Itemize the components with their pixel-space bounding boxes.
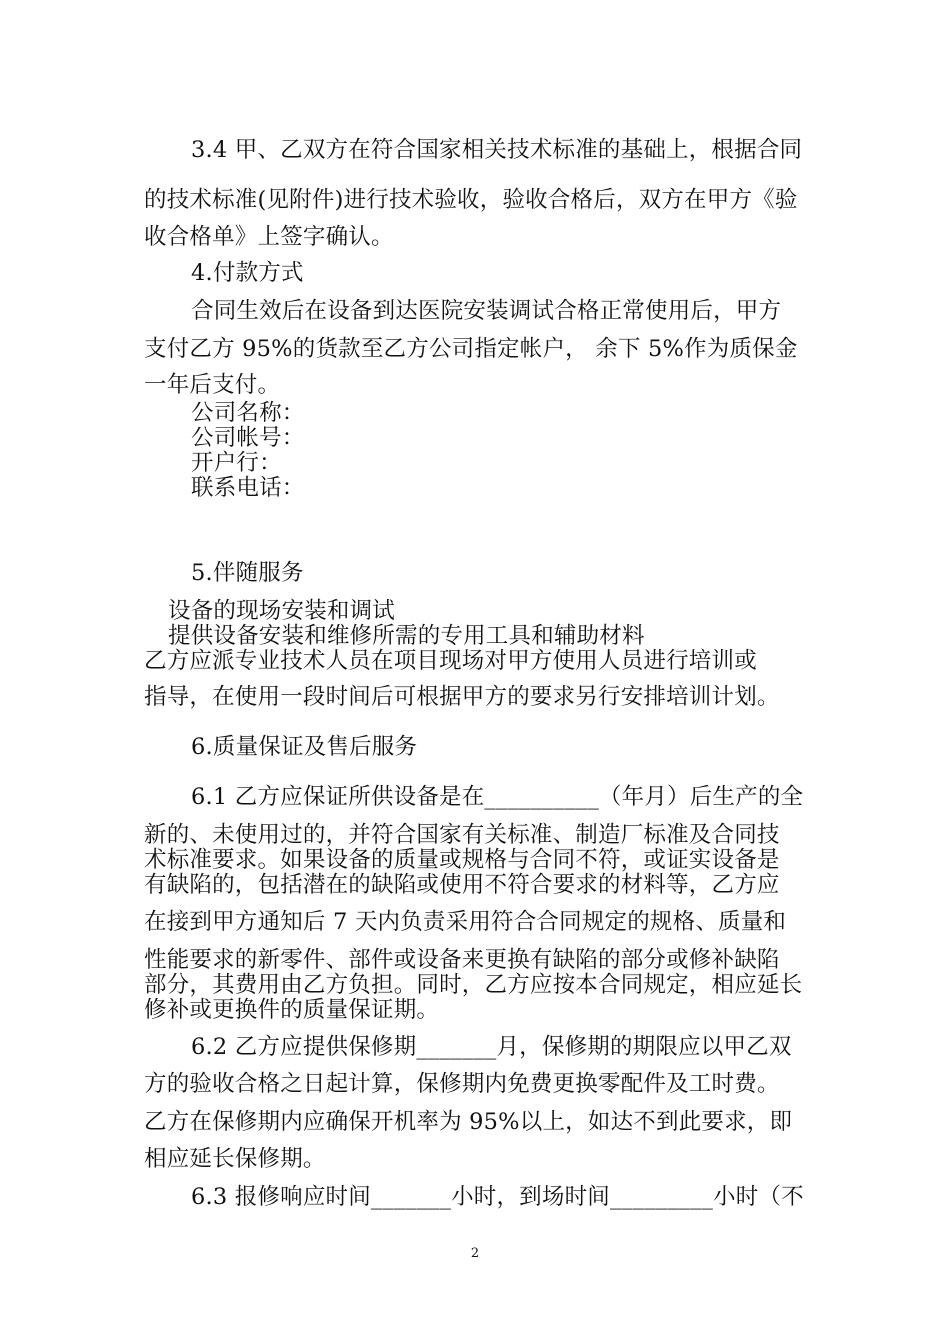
form-field-label: 公司名称： (191, 400, 305, 426)
form-field-label: 开户行： (191, 450, 282, 476)
text-line: 指导，在使用一段时间后可根据甲方的要求另行安排培训计划。 (144, 684, 780, 710)
text-line: 相应延长保修期。 (144, 1146, 326, 1172)
text-line: 新的、未使用过的，并符合国家有关标准、制造厂标准及合同技 (144, 822, 780, 848)
section-heading: 5.伴随服务 (191, 560, 304, 586)
text-line: 部分，其费用由乙方负担。同时，乙方应按本合同规定，相应延长 (144, 972, 803, 998)
form-field-label: 联系电话： (191, 475, 305, 501)
text-line: 修补或更换件的质量保证期。 (144, 997, 440, 1023)
text-line: 乙方应派专业技术人员在项目现场对甲方使用人员进行培训或 (144, 648, 757, 674)
text-line: 6.2 乙方应提供保修期_______月，保修期的期限应以甲乙双 (191, 1034, 792, 1060)
form-field-label: 公司帐号： (191, 425, 305, 451)
text-line: 一年后支付。 (144, 372, 281, 398)
text-line: 在接到甲方通知后 7 天内负责采用符合合同规定的规格、质量和 (144, 909, 787, 935)
text-line: 设备的现场安装和调试 (168, 598, 396, 624)
text-line: 有缺陷的，包括潜在的缺陷或使用不符合要求的材料等，乙方应 (144, 872, 780, 898)
text-line: 乙方在保修期内应确保开机率为 95%以上，如达不到此要求，即 (144, 1109, 793, 1135)
text-line: 合同生效后在设备到达医院安装调试合格正常使用后，甲方 (191, 298, 782, 324)
text-line: 的技术标准(见附件)进行技术验收，验收合格后，双方在甲方《验 (144, 187, 798, 213)
text-line: 支付乙方 95%的货款至乙方公司指定帐户， 余下 5%作为质保金 (144, 336, 798, 362)
text-line: 6.3 报修响应时间_______小时，到场时间_________小时（不 (191, 1184, 804, 1210)
text-line: 方的验收合格之日起计算，保修期内免费更换零配件及工时费。 (144, 1071, 780, 1097)
text-line: 提供设备安装和维修所需的专用工具和辅助材料 (168, 623, 645, 649)
text-line: 术标准要求。如果设备的质量或规格与合同不符，或证实设备是 (144, 847, 780, 873)
section-heading: 6.质量保证及售后服务 (191, 734, 418, 760)
page-number: 2 (470, 1246, 480, 1261)
section-heading: 4.付款方式 (191, 260, 304, 286)
text-line: 性能要求的新零件、部件或设备来更换有缺陷的部分或修补缺陷 (144, 947, 780, 973)
text-line: 6.1 乙方应保证所供设备是在__________（年月）后生产的全 (191, 784, 804, 810)
text-line: 3.4 甲、乙双方在符合国家相关技术标准的基础上，根据合同 (191, 137, 803, 163)
text-line: 收合格单》上签字确认。 (144, 224, 394, 250)
